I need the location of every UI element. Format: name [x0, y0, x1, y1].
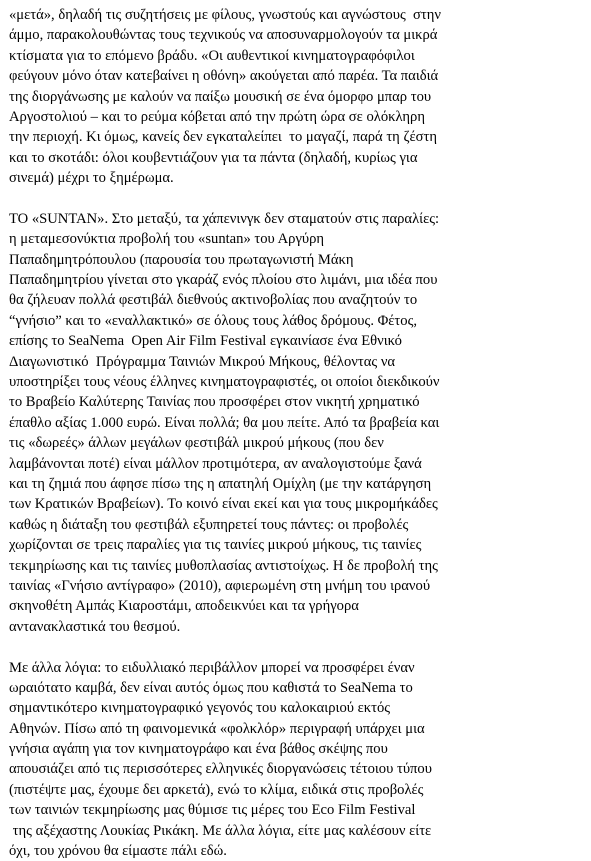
paragraph-3 [9, 658, 581, 861]
text-line: σημαντικότερο κινηματογραφικό γεγονός του καλοκαιριού εκτός [9, 698, 581, 718]
text-line: Παπαδημητρίου γίνεται στο γκαράζ ενός πλοίου στο λιμάνι, μια ιδέα που [9, 270, 581, 290]
text-line: Αργοστολιού – και το ρεύμα κόβεται από την πρώτη ώρα σε ολόκληρη [9, 107, 581, 127]
text-line: όχι, του χρόνου θα είμαστε πάλι εδώ. [9, 841, 581, 861]
text-line: υποστηρίξει τους νέους έλληνες κινηματογραφιστές, οι οποίοι διεκδικούν [9, 372, 581, 392]
text-line: καθώς η διάταξη του φεστιβάλ εξυπηρετεί τους πάντες: οι προβολές [9, 515, 581, 535]
text-line: ωραιότατο καμβά, δεν είναι αυτός όμως που καθιστά το SeaNema το [9, 678, 581, 698]
paragraph-spacer [9, 637, 581, 657]
text-line: των ταινιών τεκμηρίωσης μας θύμισε τις μέρες του Eco Film Festival [9, 800, 581, 820]
text-line: τεκμηρίωσης και τις ταινίες μυθοπλασίας αντιστοίχως. Η δε προβολή της [9, 556, 581, 576]
text-line: και τη ζημιά που άφησε πίσω της η απατηλή Ομίχλη (με την κατάργηση [9, 474, 581, 494]
document-page [9, 5, 581, 861]
text-line: άμμο, παρακολουθώντας τους τεχνικούς να αποσυναρμολογούν τα μικρά [9, 25, 581, 45]
text-line: (πιστέψτε μας, έχουμε δει αρκετά), ενώ το κλίμα, ειδικά στις προβολές [9, 780, 581, 800]
text-line: ΤΟ «SUNTAN». Στο μεταξύ, τα χάπενινγκ δεν σταματούν στις παραλίες: [9, 209, 581, 229]
paragraph-spacer [9, 189, 581, 209]
text-line: το Βραβείο Καλύτερης Ταινίας που προσφέρει στον νικητή χρηματικό [9, 392, 581, 412]
text-line: της διοργάνωσης με καλούν να παίξω μουσική σε ένα όμορφο μπαρ του [9, 87, 581, 107]
text-line: η μεταμεσονύκτια προβολή του «suntan» του Αργύρη [9, 229, 581, 249]
paragraph-1 [9, 5, 581, 189]
text-line: γνήσια αγάπη για τον κινηματογράφο και ένα βάθος σκέψης που [9, 739, 581, 759]
text-line: των Κρατικών Βραβείων). Το κοινό είναι εκεί και για τους μικρομήκάδες [9, 494, 581, 514]
text-line: απουσιάζει από τις περισσότερες ελληνικές διοργανώσεις τέτοιου τύπου [9, 759, 581, 779]
text-line: σινεμά) μέχρι το ξημέρωμα. [9, 168, 581, 188]
text-line: λαμβάνονται ποτέ) είναι μάλλον προτιμότερα, αν αναλογιστούμε ξανά [9, 454, 581, 474]
text-line: Με άλλα λόγια: το ειδυλλιακό περιβάλλον μπορεί να προσφέρει έναν [9, 658, 581, 678]
text-line: κτίσματα για το επόμενο βράδυ. «Οι αυθεντικοί κινηματογραφόφιλοι [9, 46, 581, 66]
text-line: Παπαδημητρόπουλου (παρουσία του πρωταγωνιστή Μάκη [9, 250, 581, 270]
text-line: επίσης το SeaNema Open Air Film Festival εγκαινίασε ένα Εθνικό [9, 331, 581, 351]
text-line: ταινίας «Γνήσιο αντίγραφο» (2010), αφιερωμένη στη μνήμη του ιρανού [9, 576, 581, 596]
text-line: έπαθλο αξίας 1.000 ευρώ. Είναι πολλά; θα μου πείτε. Από τα βραβεία και [9, 413, 581, 433]
paragraph-2 [9, 209, 581, 637]
text-line: τις «δωρεές» άλλων μεγάλων φεστιβάλ μικρού μήκους (που δεν [9, 433, 581, 453]
text-line: “γνήσιο” και το «εναλλακτικό» σε όλους τους λάθος δρόμους. Φέτος, [9, 311, 581, 331]
text-line: Αθηνών. Πίσω από τη φαινομενικά «φολκλόρ» περιγραφή υπάρχει μια [9, 719, 581, 739]
text-line: την περιοχή. Κι όμως, κανείς δεν εγκαταλείπει το μαγαζί, παρά τη ζέστη [9, 127, 581, 147]
text-line: Διαγωνιστικό Πρόγραμμα Ταινιών Μικρού Μήκους, θέλοντας να [9, 352, 581, 372]
text-line: χωρίζονται σε τρεις παραλίες για τις ταινίες μικρού μήκους, τις ταινίες [9, 535, 581, 555]
text-line: της αξέχαστης Λουκίας Ρικάκη. Με άλλα λόγια, είτε μας καλέσουν είτε [9, 821, 581, 841]
text-line: και το σκοτάδι: όλοι κουβεντιάζουν για τα πάντα (δηλαδή, κυρίως για [9, 148, 581, 168]
text-line: σκηνοθέτη Αμπάς Κιαροστάμι, αποδεικνύει και τα γρήγορα [9, 596, 581, 616]
text-line: φεύγουν μόνο όταν κατεβαίνει η οθόνη» ακούγεται από παρέα. Τα παιδιά [9, 66, 581, 86]
text-line: θα ζήλευαν πολλά φεστιβάλ διεθνούς ακτινοβολίας που αναζητούν το [9, 290, 581, 310]
text-line: αντανακλαστικά του θεσμού. [9, 617, 581, 637]
text-line: «μετά», δηλαδή τις συζητήσεις με φίλους, γνωστούς και αγνώστους στην [9, 5, 581, 25]
